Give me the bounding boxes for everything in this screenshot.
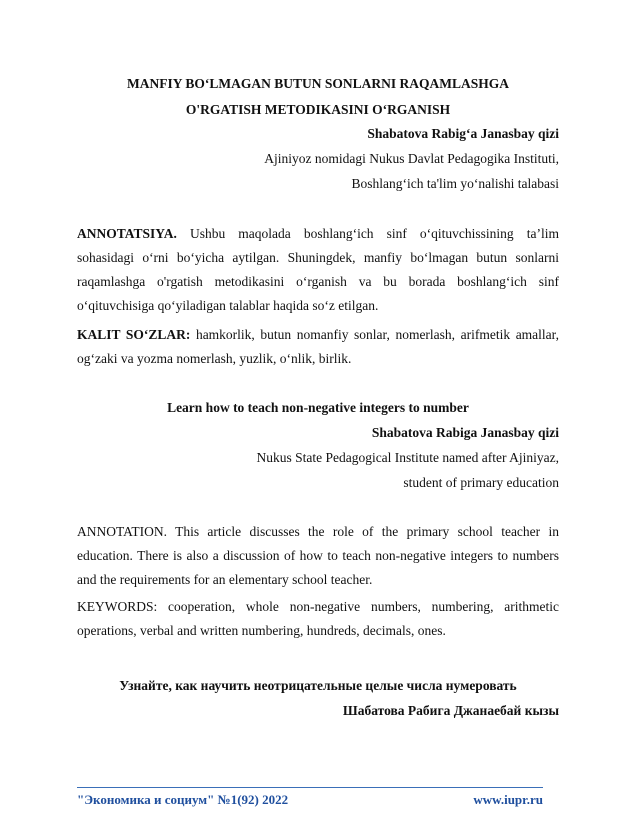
uz-keywords: [77, 323, 559, 371]
footer-journal: "Экономика и социум" №1(92) 2022: [77, 792, 289, 807]
uz-keywords-label: KALIT SO‘ZLAR:: [77, 327, 191, 342]
uz-keywords-text: hamkorlik, butun nomanfiy sonlar, nomerlash, arifmetik amallar, og‘zaki va yozma nomerlash, yuzlik, o‘nlik, birlik.: [77, 327, 559, 366]
en-annotation: ANNOTATION. This article discusses the role of the primary school teacher in education. There is also a discussion of how to teach non-negative integers to numbers and the requirements for an elementary school teacher.: [77, 524, 559, 587]
en-title: Learn how to teach non-negative integers to number: [167, 400, 469, 415]
uz-affiliation-line-1: Ajiniyoz nomidagi Nukus Davlat Pedagogika Instituti,: [264, 151, 559, 166]
uz-annotation-text: Ushbu maqolada boshlang‘ich sinf o‘qituvchissining ta’lim sohasidagi o‘rni bo‘yicha aytilgan. Shuningdek, manfiy bo‘lmagan butun sonlarni raqamlashga o'rgatish metodikasini o‘rganish va bu borada boshlang‘ich sinf o‘qituvchisiga qo‘yiladigan talablar haqida so‘z etilgan.: [77, 226, 559, 313]
uz-annotation: [77, 222, 559, 318]
ru-author: Шабатова Рабига Джанаебай кызы: [342, 703, 559, 718]
uz-title-line-2: O'RGATISH METODIKASINI O‘RGANISH: [185, 102, 451, 117]
footer-rule: [77, 787, 543, 788]
en-affiliation-line-1: Nukus State Pedagogical Institute named after Ajiniyaz,: [256, 450, 559, 465]
uz-author: Shabatova Rabig‘a Janasbay qizi: [367, 126, 559, 141]
en-keywords: KEYWORDS: cooperation, whole non-negative numbers, numbering, arithmetic operations, verbal and written numbering, hundreds, decimals, ones.: [77, 599, 559, 638]
en-affiliation-line-2: student of primary education: [403, 475, 559, 490]
footer-url[interactable]: www.iupr.ru: [473, 792, 543, 807]
ru-title: Узнайте, как научить неотрицательные целые числа нумеровать: [119, 678, 517, 693]
uz-annotation-label: ANNOTATSIYA.: [77, 226, 177, 241]
en-author: Shabatova Rabiga Janasbay qizi: [371, 425, 559, 440]
uz-title-line-1: MANFIY BO‘LMAGAN BUTUN SONLARNI RAQAMLASHGA: [126, 76, 509, 91]
uz-affiliation-line-2: Boshlang‘ich ta'lim yo‘nalishi talabasi: [351, 176, 559, 191]
